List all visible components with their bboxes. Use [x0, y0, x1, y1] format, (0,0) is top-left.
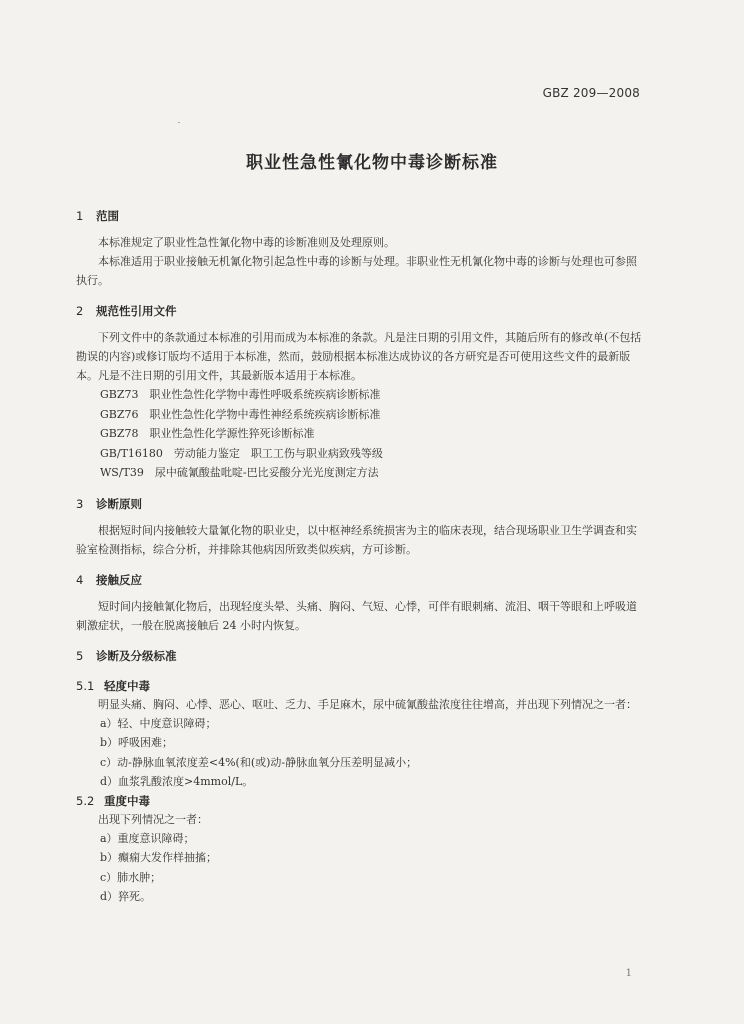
- subsection-title: 轻度中毒: [104, 678, 150, 693]
- list-item: a）轻、中度意识障碍；: [100, 716, 217, 730]
- page-number: 1: [625, 968, 632, 979]
- section-number: 2: [76, 304, 84, 318]
- list-item: c）肺水肿；: [100, 870, 162, 884]
- section-5-heading: [76, 647, 646, 665]
- reference-item: GBZ78 职业性急性化学源性猝死诊断标准: [100, 427, 315, 440]
- section-number: 1: [76, 209, 84, 223]
- subsection-5-2-heading: [76, 792, 646, 810]
- paragraph: 明显头痛、胸闷、心悸、恶心、呕吐、乏力、手足麻木，尿中硫氰酸盐浓度往往增高，并出现下列情况之一者：: [98, 697, 637, 711]
- reference-item: GB/T16180 劳动能力鉴定 职工工伤与职业病致残等级: [100, 446, 383, 460]
- list-item: d）血浆乳酸浓度>4mmol/L。: [100, 775, 254, 788]
- section-1-heading: [76, 207, 646, 225]
- section-number: 5: [76, 648, 84, 663]
- reference-item: WS/T39 尿中硫氰酸盐吡啶-巴比妥酸分光光度测定方法: [100, 466, 379, 479]
- subsection-number: 5.2: [76, 793, 95, 808]
- paragraph: 本标准适用于职业接触无机氰化物引起急性中毒的诊断与处理。非职业性无机氰化物中毒的诊断与处理也可参照执行。: [76, 255, 637, 287]
- section-title: 接触反应: [96, 572, 142, 587]
- reference-item: GBZ73 职业性急性化学物中毒性呼吸系统疾病诊断标准: [100, 388, 381, 401]
- section-title: 规范性引用文件: [96, 304, 177, 318]
- paragraph: 根据短时间内接触较大量氰化物的职业史，以中枢神经系统损害为主的临床表现，结合现场职业卫生学调查和实验室检测指标，综合分析，并排除其他病因所致类似疾病，方可诊断。: [76, 523, 637, 556]
- scan-speck: [178, 122, 180, 123]
- paragraph: 出现下列情况之一者：: [98, 812, 208, 826]
- standard-code: GBZ 209—2008: [542, 86, 640, 100]
- page-title: 职业性急性氰化物中毒诊断标准: [246, 153, 498, 173]
- subsection-title: 重度中毒: [104, 793, 150, 808]
- section-title: 诊断及分级标准: [96, 648, 177, 663]
- list-item: c）动-静脉血氧浓度差<4%(和(或)动-静脉血氧分压差明显减小；: [100, 755, 418, 769]
- document-body: [76, 207, 646, 907]
- list-item: a）重度意识障碍；: [100, 831, 195, 845]
- list-item: d）猝死。: [100, 890, 152, 903]
- list-item: b）呼吸困难；: [100, 736, 174, 749]
- paragraph: 本标准规定了职业性急性氰化物中毒的诊断准则及处理原则。: [98, 236, 395, 249]
- section-title: 范围: [96, 209, 119, 223]
- section-4-heading: [76, 571, 646, 589]
- section-number: 4: [76, 572, 84, 587]
- section-number: 3: [76, 496, 84, 511]
- paragraph: 短时间内接触氰化物后，出现轻度头晕、头痛、胸闷、气短、心悸，可伴有眼刺痛、流泪、咽干等眼和上呼吸道刺激症状，一般在脱离接触后 24 小时内恢复。: [76, 599, 637, 632]
- reference-item: GBZ76 职业性急性化学物中毒性神经系统疾病诊断标准: [100, 407, 381, 421]
- section-2-heading: [76, 302, 646, 320]
- paragraph: 下列文件中的条款通过本标准的引用而成为本标准的条款。凡是注日期的引用文件，其随后所有的修改单(不包括勘误的内容)或修订版均不适用于本标准，然而，鼓励根据本标准达成协议的各方研究是否可使用这些文件的最新版本。凡是不注日期的引用文件，其最新版本适用于本标准。: [76, 331, 642, 382]
- list-item: b）癫痫大发作样抽搐；: [100, 851, 218, 864]
- subsection-5-1-heading: [76, 677, 646, 695]
- section-3-heading: [76, 495, 646, 513]
- section-title: 诊断原则: [96, 496, 142, 511]
- subsection-number: 5.1: [76, 678, 95, 693]
